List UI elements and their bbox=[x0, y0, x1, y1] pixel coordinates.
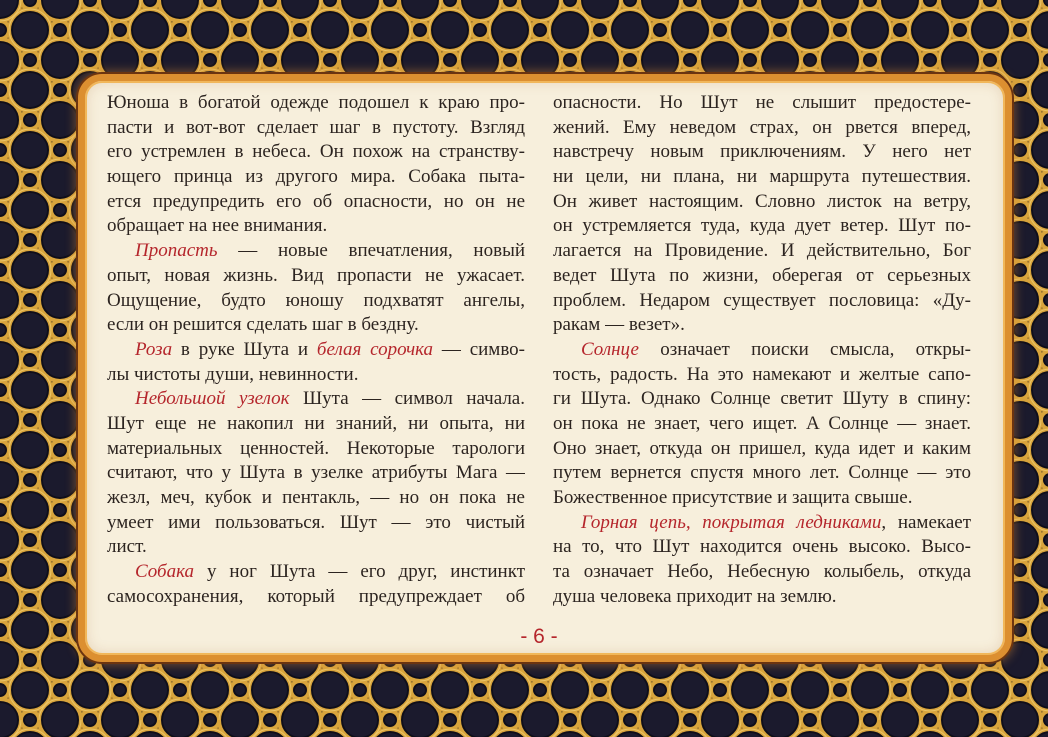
text-line bbox=[107, 264, 525, 289]
text-segment: ведет Шута по жизни, оберегая от серьезных bbox=[553, 264, 971, 286]
text-segment: Шут еще не накопил ни знаний, ни опыта, ни bbox=[107, 412, 525, 434]
text-line bbox=[553, 363, 971, 388]
paragraph bbox=[553, 511, 971, 610]
text-segment: у ног Шута — его друг, инстинкт bbox=[194, 561, 525, 583]
text-line bbox=[553, 239, 971, 264]
text-line bbox=[553, 338, 971, 363]
highlighted-term: белая сорочка bbox=[316, 338, 434, 360]
text-segment: — новые впечатления, новый bbox=[217, 240, 525, 262]
text-line bbox=[553, 214, 971, 239]
text-line bbox=[553, 585, 971, 610]
highlighted-term: Роза bbox=[135, 338, 173, 360]
paragraph bbox=[107, 387, 525, 560]
text-segment: в руке Шута и bbox=[172, 338, 317, 360]
text-segment: ги Шута. Однако Солнце светит Шуту в спину: bbox=[553, 388, 971, 410]
text-segment: Он живет настоящим. Словно листок на ветру, bbox=[553, 190, 971, 212]
text-segment: тость, радость. На это намекают и желтые сапо- bbox=[553, 363, 971, 385]
text-segment: лист. bbox=[107, 536, 147, 558]
text-line bbox=[553, 140, 971, 165]
text-line bbox=[553, 116, 971, 141]
text-segment: он устремляется туда, куда дует ветер. Шут по- bbox=[553, 215, 971, 237]
text-line bbox=[107, 486, 525, 511]
text-segment: означает поиски смысла, откры- bbox=[638, 338, 971, 360]
text-line bbox=[107, 412, 525, 437]
text-segment: он пока не знает, чего ищет. А Солнце — знает. bbox=[553, 412, 971, 434]
text-segment: опасности. Но Шут не слышит предостере- bbox=[553, 92, 971, 113]
text-line bbox=[107, 214, 525, 239]
text-segment: , намекает bbox=[881, 511, 971, 533]
text-segment: его устремлен в небеса. Он похож на странству- bbox=[107, 141, 525, 163]
text-segment: умеет ими пользоваться. Шут — это чистый bbox=[107, 511, 525, 533]
text-line bbox=[107, 239, 525, 264]
text-segment: Юноша в богатой одежде подошел к краю про- bbox=[107, 92, 525, 113]
text-line bbox=[107, 585, 525, 610]
text-line bbox=[107, 560, 525, 585]
text-line bbox=[553, 165, 971, 190]
highlighted-term: Горная цепь, покрытая ледниками bbox=[581, 511, 882, 533]
text-segment: ракам — везет». bbox=[553, 314, 685, 336]
text-line bbox=[553, 560, 971, 585]
text-segment: обращает на нее внимания. bbox=[107, 215, 328, 237]
text-line bbox=[107, 461, 525, 486]
text-segment: на то, что Шут находится очень высоко. Высо- bbox=[553, 536, 971, 558]
text-segment: лагается на Провидение. И действительно, Бог bbox=[553, 240, 971, 262]
text-line bbox=[553, 190, 971, 215]
text-line bbox=[107, 165, 525, 190]
text-column-left bbox=[107, 91, 525, 609]
text-line bbox=[553, 289, 971, 314]
text-line bbox=[107, 387, 525, 412]
highlighted-term: Солнце bbox=[581, 338, 639, 360]
text-line bbox=[107, 116, 525, 141]
text-line bbox=[107, 190, 525, 215]
paragraph bbox=[107, 560, 525, 609]
text-segment: та означает Небо, Небесную колыбель, откуда bbox=[553, 561, 971, 583]
text-line bbox=[107, 338, 525, 363]
text-line bbox=[553, 91, 971, 116]
text-segment: жений. Ему неведом страх, он рвется вперед, bbox=[553, 116, 971, 138]
text-segment: ни цели, ни плана, ни маршрута путешествия. bbox=[553, 166, 971, 188]
text-line bbox=[107, 363, 525, 388]
paragraph bbox=[107, 91, 525, 239]
text-column-right bbox=[553, 91, 971, 609]
text-line bbox=[107, 140, 525, 165]
text-segment: Шута — символ начала. bbox=[289, 388, 525, 410]
text-line bbox=[553, 264, 971, 289]
text-segment: ющего принца из другого мира. Собака пыта- bbox=[107, 166, 525, 188]
text-segment: лы чистоты души, невинности. bbox=[107, 363, 359, 385]
text-segment: навстречу новым приключениям. У него нет bbox=[553, 141, 971, 163]
text-line bbox=[553, 535, 971, 560]
text-line bbox=[107, 535, 525, 560]
text-segment: — симво- bbox=[433, 338, 525, 360]
text-segment: пасти и вот-вот сделает шаг в пустоту. Взгляд bbox=[107, 116, 525, 138]
paragraph bbox=[107, 239, 525, 338]
highlighted-term: Пропасть bbox=[135, 240, 218, 262]
highlighted-term: Собака bbox=[135, 561, 195, 583]
text-segment: Ощущение, будто юношу подхватят ангелы, bbox=[107, 289, 525, 311]
text-line bbox=[553, 437, 971, 462]
text-line bbox=[553, 412, 971, 437]
text-line bbox=[553, 511, 971, 536]
paragraph bbox=[553, 91, 971, 338]
text-segment: душа человека приходит на землю. bbox=[553, 585, 837, 607]
text-line bbox=[107, 437, 525, 462]
text-segment: проблем. Недаром существует пословица: «Ду- bbox=[553, 289, 971, 311]
text-segment: путем вернется спустя много лет. Солнце — это bbox=[553, 462, 971, 484]
text-segment: если он решится сделать шаг в бездну. bbox=[107, 314, 419, 336]
text-line bbox=[553, 486, 971, 511]
page-number: - 6 - bbox=[520, 625, 558, 648]
text-segment: самосохранения, который предупреждает об bbox=[107, 585, 525, 607]
paragraph bbox=[553, 338, 971, 511]
text-segment: ется предупредить его об опасности, но он не bbox=[107, 190, 525, 212]
text-line bbox=[107, 511, 525, 536]
paragraph bbox=[107, 338, 525, 387]
text-line bbox=[553, 461, 971, 486]
text-line bbox=[553, 387, 971, 412]
text-line bbox=[107, 313, 525, 338]
text-segment: материальных ценностей. Некоторые тарологи bbox=[107, 437, 525, 459]
text-segment: Божественное присутствие и защита свыше. bbox=[553, 487, 913, 508]
text-segment: Оно знает, откуда он пришел, куда идет и каким bbox=[553, 437, 971, 459]
text-segment: считают, что у Шута в узелке атрибуты Мага — bbox=[107, 462, 525, 484]
highlighted-term: Небольшой узелок bbox=[135, 388, 290, 410]
text-segment: жезл, меч, кубок и пентакль, — но он пока не bbox=[107, 487, 525, 508]
text-line bbox=[553, 313, 971, 338]
text-line bbox=[107, 91, 525, 116]
text-segment: опыт, новая жизнь. Вид пропасти не ужасает. bbox=[107, 264, 525, 286]
text-line bbox=[107, 289, 525, 314]
